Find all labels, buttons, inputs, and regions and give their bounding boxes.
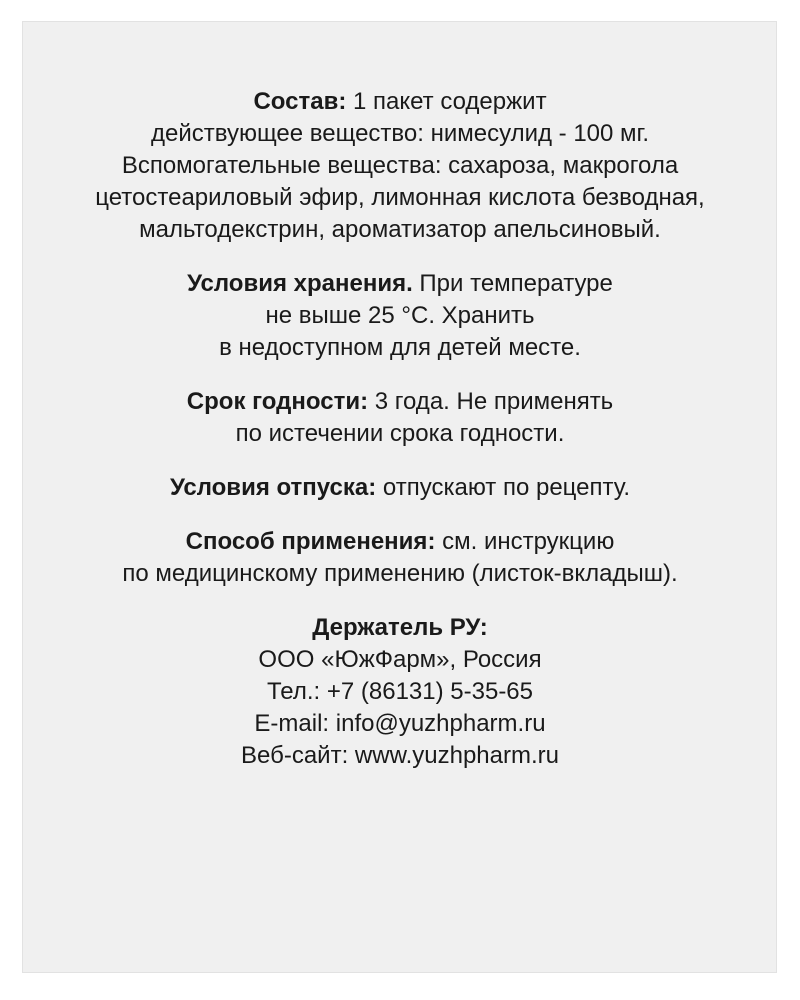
storage-line-3: в недоступном для детей месте. (219, 334, 581, 361)
dispensing-line-1 (0, 472, 800, 504)
storage-line-1-text: При температуре (412, 270, 613, 297)
holder-section (0, 612, 800, 772)
holder-company: ООО «ЮжФарм», Россия (258, 646, 542, 673)
composition-line-4: цетостеариловый эфир, лимонная кислота безводная, (95, 184, 705, 211)
storage-line-2: не выше 25 °С. Хранить (265, 302, 535, 329)
composition-heading: Состав: (253, 88, 347, 115)
shelf-life-line-1 (0, 386, 800, 418)
package-text (0, 86, 800, 772)
dispensing-line-1-text: отпускают по рецепту. (376, 474, 631, 501)
dispensing-heading: Условия отпуска: (169, 474, 377, 501)
holder-website: Веб-сайт: www.yuzhpharm.ru (241, 742, 559, 769)
usage-line-1-text: см. инструкцию (435, 528, 615, 555)
storage-heading: Условия хранения. (187, 270, 413, 297)
holder-line-1 (0, 612, 800, 644)
shelf-life-line-2: по истечении срока годности. (235, 420, 565, 447)
holder-phone: Тел.: +7 (86131) 5-35-65 (266, 678, 533, 705)
composition-line-2: действующее вещество: нимесулид - 100 мг. (150, 120, 650, 147)
usage-line-2: по медицинскому применению (листок-вкладыш). (122, 560, 678, 587)
holder-email: E-mail: info@yuzhpharm.ru (254, 710, 546, 737)
usage-section (0, 526, 800, 590)
composition-line-1-text: 1 пакет содержит (346, 88, 547, 115)
composition-line-1 (0, 86, 800, 118)
composition-line-5: мальтодекстрин, ароматизатор апельсиновый. (139, 216, 661, 243)
composition-line-3: Вспомогательные вещества: сахароза, макрогола (121, 152, 679, 179)
usage-line-1 (0, 526, 800, 558)
composition-section (0, 86, 800, 246)
shelf-life-heading: Срок годности: (186, 388, 369, 415)
usage-heading: Способ применения: (185, 528, 436, 555)
holder-heading: Держатель РУ: (312, 614, 488, 641)
shelf-life-section (0, 386, 800, 450)
dispensing-section (0, 472, 800, 504)
shelf-life-line-1-text: 3 года. Не применять (368, 388, 614, 415)
storage-line-1 (0, 268, 800, 300)
storage-section (0, 268, 800, 364)
